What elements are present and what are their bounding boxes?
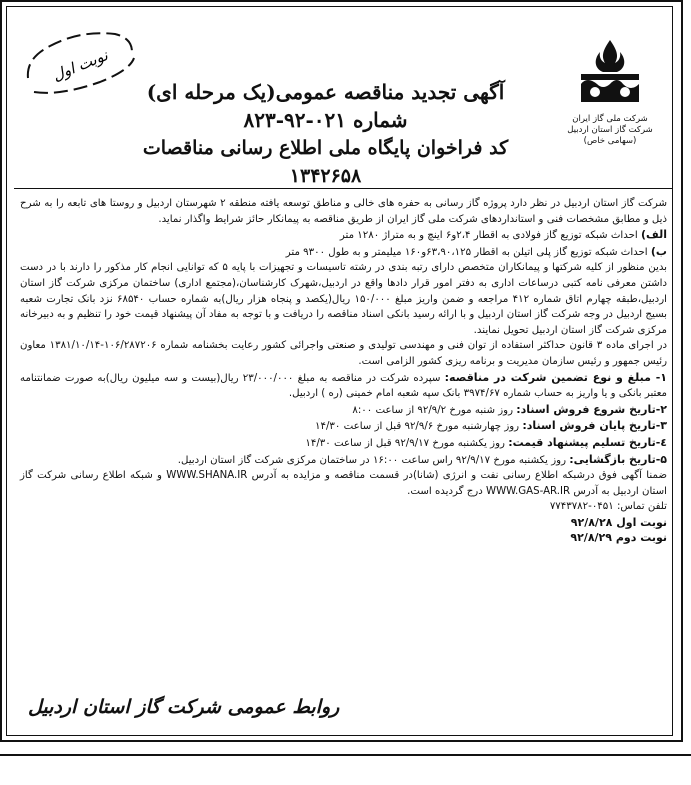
item-5-label: ۵-تاریخ بازگشایی:: [569, 452, 667, 466]
item-3-text: روز چهارشنبه مورخ ۹۲/۹/۶ قبل از ساعت ۱۴/۳۰: [315, 421, 520, 433]
item-b-label: ب): [650, 244, 667, 258]
first-publication-date: نوبت اول ۹۲/۸/۲۸: [570, 515, 667, 529]
item-3: [20, 418, 667, 435]
item-4: [20, 435, 667, 452]
header-divider: [14, 188, 673, 189]
item-1: [20, 370, 667, 402]
public-relations-signature: روابط عمومی شرکت گاز استان اردبیل: [28, 696, 340, 718]
item-2-text: روز شنبه مورخ ۹۲/۹/۲ از ساعت ۸:۰۰: [352, 404, 513, 416]
item-4-label: ٤-تاریخ تسلیم پیشنهاد قیمت:: [508, 435, 667, 449]
item-2-label: ۲-تاریخ شروع فروش اسناد:: [516, 402, 667, 416]
notice-titles: [110, 78, 541, 190]
item-3-label: ۳-تاریخ پایان فروش اسناد:: [522, 419, 667, 433]
item-a-label: الف): [640, 228, 667, 242]
contact-phone: تلفن تماس: ۰۴۵۱-۷۷۴۳۷۸۲: [549, 501, 667, 513]
notice-body: [20, 196, 667, 546]
call-code: کد فراخوان پایگاه ملی اطلاع رسانی مناقصات ۱۳۴۲۶۵۸: [142, 137, 509, 187]
item-1-text: سپرده شرکت در مناقصه به مبلغ ۲۳/۰۰۰/۰۰۰ ریال(بیست و سه میلیون ریال)به صورت ضمانتنامه معتبر بانکی و یا واریز به حساب شماره ۳۹۷۴/۶۷ بانک سپه شعبه امام خمینی (ره ) اردبیل.: [20, 372, 667, 400]
item-5: [20, 452, 667, 469]
logo-caption-line1: شرکت ملی گاز ایران: [572, 114, 648, 124]
logo-caption-line2: شرکت گاز استان اردبیل: [567, 125, 653, 135]
gas-flame-logo-icon: [575, 36, 645, 108]
intro-paragraph: شرکت گاز استان اردبیل در نظر دارد پروژه گاز رسانی به حفره های خالی و مناطق توسعه یافته منطقه ۲ شهرستان اردبیل و روستا های تابعه را به شرح ذیل و مطابق مشخصات فنی و استانداردهای شرکت ملی گاز ایران از طریق مناقصه به پیمانکار حائز شرایط واگذار نماید.: [20, 198, 667, 225]
regulation-paragraph: در اجرای ماده ۳ قانون حداکثر استفاده از توان فنی و مهندسی تولیدی و صنعتی واجرائی کشور رعایت بخشنامه شماره ۱۰۶/۲۸۷۲۰۶-۱۳۸۱/۱۰/۱۴ معاون رئیس جمهور و رئیس سازمان مدیریت و برنامه ریزی کشور الزامی است.: [20, 340, 667, 367]
item-5-text: روز یکشنبه مورخ ۹۲/۹/۱۷ راس ساعت ۱۶:۰۰ در ساختمان مرکزی شرکت گاز استان اردبیل.: [177, 454, 566, 466]
item-a-text: احداث شبکه توزیع گاز فولادی به اقطار ۲،۴و۶ اینچ و به متراژ ۱۲۸۰ متر: [339, 230, 638, 242]
item-b-text: احداث شبکه توزیع گاز پلی اتیلن به اقطار ۶۳،۹۰،۱۲۵و۱۶۰ میلیمتر و به طول ۹۳۰۰ متر: [285, 246, 648, 258]
notice-title: آگهی تجدید مناقصه عمومی(یک مرحله ای): [146, 80, 505, 104]
item-1-label: ۱- مبلغ و نوع تضمین شرکت در مناقصه:: [444, 370, 667, 384]
item-a: [20, 227, 667, 244]
second-publication-date: نوبت دوم ۹۲/۸/۲۹: [570, 531, 667, 545]
page-bottom-rule: [0, 754, 691, 756]
tender-number: شماره ۰۲۱-۹۲-۸۲۳: [243, 108, 408, 132]
item-b: [20, 244, 667, 261]
website-paragraph: ضمنا آگهی فوق درشبکه اطلاع رسانی نفت و انرژی (شانا)در قسمت مناقصه و مزایده به آدرس WWW.SHANA.IR و شبکه اطلاع رسانی شرکت گاز استان اردبیل به آدرس WWW.GAS-AR.IR درج گردیده است.: [20, 470, 667, 497]
participation-paragraph: بدین منظور از کلیه شرکتها و پیمانکاران متخصص دارای رتبه بندی در رشته تاسیسات و تجهیزات با پایه ۵ که توانایی انجام کار مذکور را دارند با در دست داشتن معرفی نامه کتبی درساعات اداری به دفتر امور قرار دادها واقع در اردبیل،شهرک کارشناسان،(مجتمع اداری) ساختمان مرکزی شرکت گاز استان اردبیل،طبقه چهارم اتاق شماره ۴۱۲ مراجعه و ضمن واریز مبلغ ۱۵۰/۰۰۰ ریال(یکصد و پنجاه هزار ریال)به شماره حساب ۶۸۵۴۰ نزد بانک تجارت شعبه بسیج اردبیل در وجه شرکت گاز استان اردبیل و با ارائه رسید بانکی اسناد مناقصه را دریافت و با توجه به مفاد آن پیشنهاد قیمت خود را تنظیم و به دبیرخانه مرکزی شرکت گاز استان اردبیل تحویل نمایند.: [20, 262, 668, 336]
logo-caption-line3: (سهامی خاص): [583, 136, 637, 146]
item-2: [20, 402, 667, 419]
item-4-text: روز یکشنبه مورخ ۹۲/۹/۱۷ قبل از ساعت ۱۴/۳۰: [305, 437, 505, 449]
stamp-text: نوبت اول: [49, 46, 111, 85]
company-logo: [565, 36, 655, 166]
